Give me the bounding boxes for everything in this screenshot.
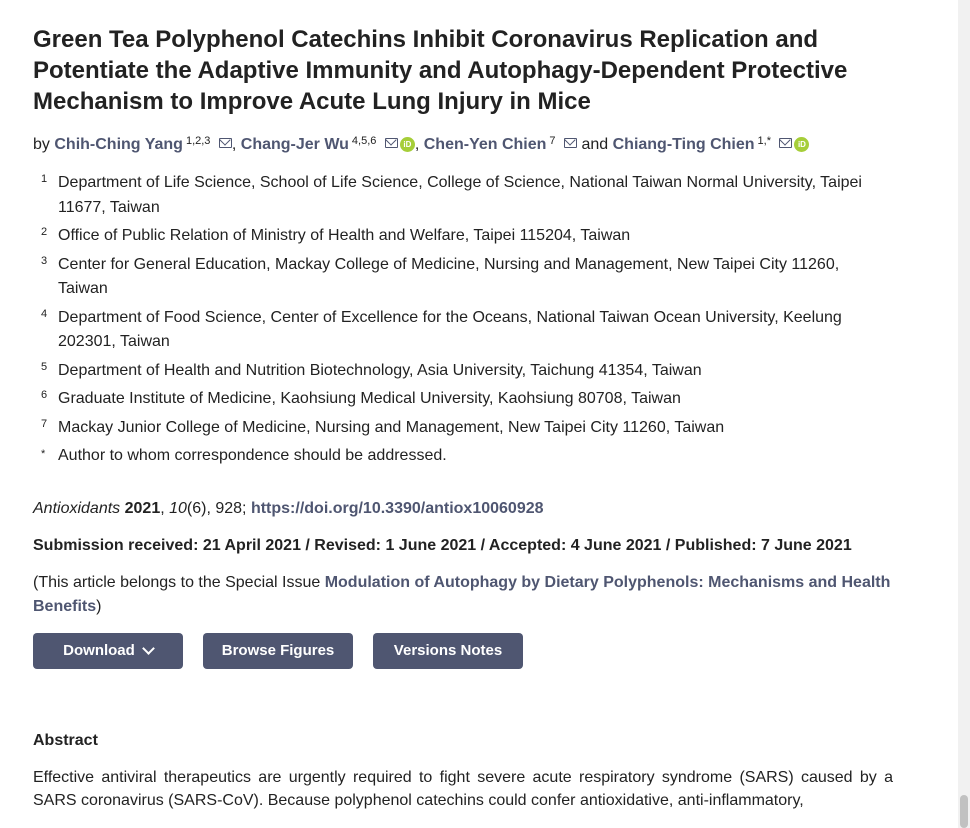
citation-year: 2021 bbox=[124, 499, 161, 517]
citation-article: , 928; bbox=[206, 499, 251, 517]
versions-notes-button[interactable]: Versions Notes bbox=[373, 633, 523, 669]
by-label: by bbox=[33, 136, 50, 153]
affiliation-item bbox=[33, 253, 893, 302]
abstract-heading: Abstract bbox=[33, 731, 98, 749]
orcid-icon[interactable]: iD bbox=[400, 137, 415, 152]
correspondence-note bbox=[33, 444, 893, 469]
affiliation-item bbox=[33, 171, 893, 220]
envelope-icon[interactable] bbox=[564, 138, 577, 148]
scrollbar-thumb[interactable] bbox=[960, 795, 968, 828]
download-label: Download bbox=[63, 642, 135, 659]
doi-link[interactable]: https://doi.org/10.3390/antiox10060928 bbox=[250, 499, 544, 517]
affiliation-number: 2 bbox=[41, 226, 48, 238]
citation-line: Antioxidants 2021, 10(6), 928; https://doi.org/10.3390/antiox10060928 bbox=[33, 499, 544, 517]
affiliation-text: Department of Health and Nutrition Biotechnology, Asia University, Taichung 41354, Taiwan bbox=[58, 361, 702, 379]
affiliation-item bbox=[33, 416, 893, 441]
special-issue-suffix: ) bbox=[96, 597, 102, 615]
author-name[interactable]: Chang-Jer Wu bbox=[240, 136, 349, 153]
affiliation-text: Mackay Junior College of Medicine, Nursing and Management, New Taipei City 11260, Taiwan bbox=[58, 418, 725, 436]
special-issue-prefix: (This article belongs to the Special Issue bbox=[33, 573, 325, 591]
special-issue-note bbox=[33, 571, 893, 619]
author-affil-sup: 1,2,3 bbox=[185, 135, 211, 147]
affiliation-item bbox=[33, 387, 893, 412]
orcid-icon[interactable]: iD bbox=[794, 137, 809, 152]
affiliation-text: Office of Public Relation of Ministry of Health and Welfare, Taipei 115204, Taiwan bbox=[58, 227, 631, 244]
affiliation-text: Center for General Education, Mackay College of Medicine, Nursing and Management, New Taipei City 11260, Taiwan bbox=[58, 255, 840, 297]
download-button[interactable] bbox=[33, 633, 183, 669]
special-issue-link[interactable]: Modulation of Autophagy by Dietary Polyphenols: Mechanisms and Health Benefits bbox=[33, 573, 891, 615]
author-affil-sup: 7 bbox=[549, 135, 556, 147]
article-title: Green Tea Polyphenol Catechins Inhibit Coronavirus Replication and Potentiate the Adaptive Immunity and Autophagy-Dependent Protective Mechanism to Improve Acute Lung Injury in Mice bbox=[33, 26, 848, 115]
envelope-icon[interactable] bbox=[219, 138, 232, 148]
affiliation-text: Department of Life Science, School of Life Science, College of Science, National Taiwan Normal University, Taipei 11677, Taiwan bbox=[58, 174, 862, 216]
affiliation-item bbox=[33, 306, 893, 355]
asterisk-marker: * bbox=[41, 448, 46, 460]
abstract-text: Effective antiviral therapeutics are urgently required to fight severe acute respiratory syndrome (SARS) caused by a SARS coronavirus (SARS-CoV). Because polyphenol catechins could confer antioxidative, anti-inflammatory, bbox=[33, 768, 893, 809]
citation-issue: (6) bbox=[186, 499, 207, 517]
affiliation-item bbox=[33, 359, 893, 384]
author-name[interactable]: Chen-Yen Chien bbox=[423, 136, 547, 153]
chevron-down-icon bbox=[142, 642, 155, 655]
affiliation-number: 5 bbox=[41, 360, 48, 373]
action-buttons bbox=[33, 633, 893, 669]
journal-name: Antioxidants bbox=[33, 499, 121, 517]
citation-volume: 10 bbox=[169, 499, 187, 517]
author-name[interactable]: Chih-Ching Yang bbox=[54, 136, 183, 153]
affiliation-number: 1 bbox=[41, 173, 48, 185]
affiliation-item bbox=[33, 224, 893, 249]
author-affil-sup: 4,5,6 bbox=[351, 135, 377, 147]
correspondence-text: Author to whom correspondence should be addressed. bbox=[58, 447, 447, 464]
browse-figures-button[interactable]: Browse Figures bbox=[203, 633, 353, 669]
affiliation-number: 7 bbox=[41, 417, 48, 430]
author-list: by Chih-Ching Yang $^{1,2,3}$ , Chang-Jer Wu $^{4,5,6}$ iD , Chen-Yen Chien $^7$ and Chiang-Ting Chien $^{1,*}$ iD bbox=[33, 129, 893, 157]
article-page bbox=[33, 0, 893, 812]
affiliation-number: 3 bbox=[41, 254, 48, 267]
envelope-icon[interactable] bbox=[385, 138, 398, 148]
author-affil-sup: 1,* bbox=[757, 135, 771, 147]
affiliation-number: 6 bbox=[41, 389, 48, 401]
envelope-icon[interactable] bbox=[779, 138, 792, 148]
page-scrollbar[interactable] bbox=[958, 0, 970, 828]
author-name[interactable]: Chiang-Ting Chien bbox=[612, 136, 755, 153]
publication-dates: Submission received: 21 April 2021 / Revised: 1 June 2021 / Accepted: 4 June 2021 / Published: 7 June 2021 bbox=[33, 536, 852, 554]
affiliation-number: 4 bbox=[41, 307, 48, 320]
affiliation-list bbox=[33, 171, 893, 469]
affiliation-text: Department of Food Science, Center of Excellence for the Oceans, National Taiwan Ocean University, Keelung 202301, Taiwan bbox=[58, 308, 842, 350]
and-label: and bbox=[581, 136, 609, 153]
affiliation-text: Graduate Institute of Medicine, Kaohsiung Medical University, Kaohsiung 80708, Taiwan bbox=[58, 390, 681, 407]
